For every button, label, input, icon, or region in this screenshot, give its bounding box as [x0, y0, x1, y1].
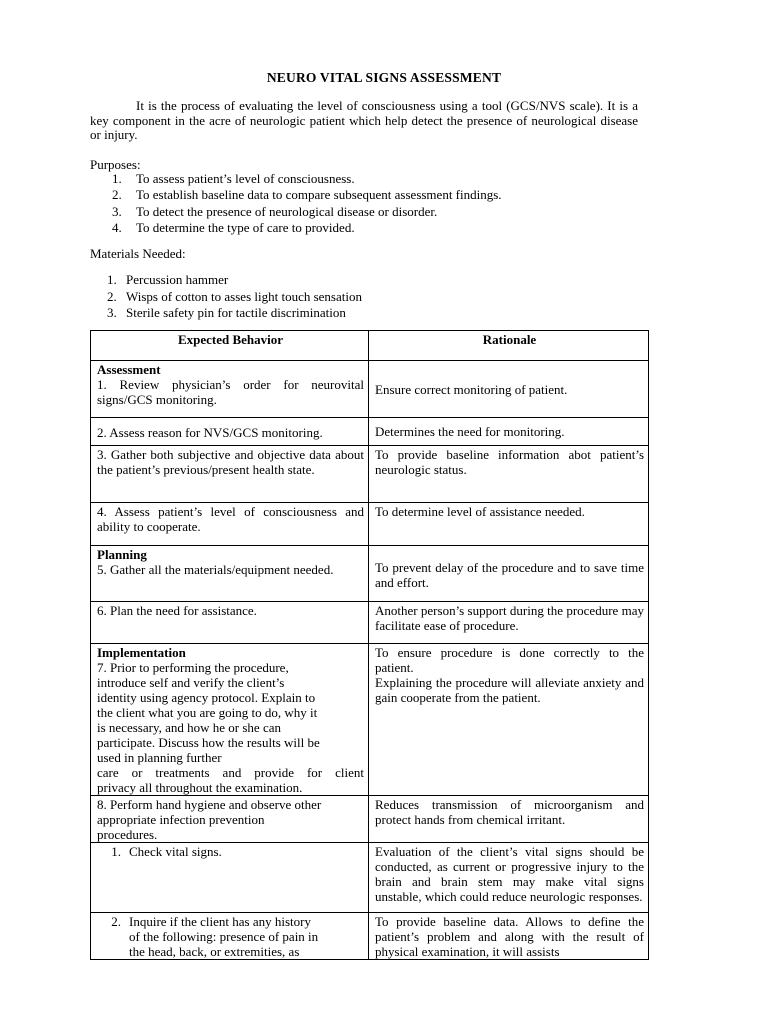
table-header-row	[91, 331, 649, 361]
list-item: 4. To determine the type of care to provided.	[112, 219, 355, 235]
behavior-cell: 1. Check vital signs.	[91, 843, 369, 913]
table-row	[91, 913, 649, 960]
behavior-cell: Assessment 1. Review physician’s order for neurovital signs/GCS monitoring.	[91, 361, 369, 418]
purposes-list	[112, 171, 502, 236]
behavior-cell: 2. Assess reason for NVS/GCS monitoring.	[91, 418, 369, 446]
table-row	[91, 796, 649, 843]
table-row	[91, 602, 649, 644]
section-heading: Assessment	[97, 362, 161, 377]
table-row	[91, 503, 649, 546]
behavior-cell: 2. Inquire if the client has any history of the following: presence of pain in the head, back, or extremities, as	[91, 913, 369, 960]
procedure-table	[90, 330, 649, 960]
list-item: 2. To establish baseline data to compare subsequent assessment findings.	[112, 187, 502, 203]
table-row	[91, 418, 649, 446]
rationale-cell: To provide baseline information abot patient’s neurologic status.	[369, 446, 649, 503]
behavior-cell: 8. Perform hand hygiene and observe other appropriate infection prevention procedures.	[91, 796, 369, 843]
materials-list	[107, 272, 362, 322]
behavior-cell: Planning 5. Gather all the materials/equipment needed.	[91, 546, 369, 602]
table-row	[91, 644, 649, 796]
materials-label: Materials Needed:	[90, 246, 186, 261]
list-item: 3. Sterile safety pin for tactile discrimination	[107, 305, 346, 320]
rationale-cell: Determines the need for monitoring.	[369, 418, 649, 446]
rationale-cell: Reduces transmission of microorganism and protect hands from chemical irritant.	[369, 796, 649, 843]
behavior-cell: 6. Plan the need for assistance.	[91, 602, 369, 644]
intro-text: It is the process of evaluating the level of consciousness using a tool (GCS/NVS scale). It is a key component in the acre of neurologic patient which help detect the presence of neurological disease or injury.	[90, 98, 638, 142]
rationale-cell: To provide baseline data. Allows to define the patient’s problem and along with the result of physical examination, it will assists	[369, 913, 649, 960]
behavior-cell: 4. Assess patient’s level of consciousness and ability to cooperate.	[91, 503, 369, 546]
list-item: 1. To assess patient’s level of consciousness.	[112, 171, 355, 186]
list-item: 3. To detect the presence of neurological disease or disorder.	[112, 203, 438, 219]
list-item: 1. Percussion hammer	[107, 272, 229, 287]
table-row	[91, 843, 649, 913]
table-row	[91, 446, 649, 503]
behavior-cell: 3. Gather both subjective and objective data about the patient’s previous/present health state.	[91, 446, 369, 503]
document-title: NEURO VITAL SIGNS ASSESSMENT	[266, 70, 502, 85]
section-heading: Implementation	[97, 645, 186, 660]
purposes-label: Purposes:	[90, 157, 141, 172]
column-header-expected-behavior: Expected Behavior	[91, 331, 369, 361]
table-row	[91, 546, 649, 602]
rationale-cell: Ensure correct monitoring of patient.	[369, 361, 649, 418]
behavior-cell: Implementation 7. Prior to performing the procedure, introduce self and verify the client’s identity using agency protocol. Explain to the client what you are going to do, why it is necessary, and how he or she can participate. Discuss how the results will be used in planning further care or treatments and provide for client privacy all throughout the examination.	[91, 644, 369, 796]
column-header-rationale: Rationale	[369, 331, 649, 361]
rationale-cell: Another person’s support during the procedure may facilitate ease of procedure.	[369, 602, 649, 644]
rationale-cell: To determine level of assistance needed.	[369, 503, 649, 546]
section-heading: Planning	[97, 547, 147, 562]
rationale-cell: Evaluation of the client’s vital signs should be conducted, as current or progressive injury to the brain and brain stem may make vital signs unstable, which could reduce neurologic responses.	[369, 843, 649, 913]
table-row	[91, 361, 649, 418]
rationale-cell: To prevent delay of the procedure and to save time and effort.	[369, 546, 649, 602]
intro-paragraph	[90, 99, 638, 143]
rationale-cell: To ensure procedure is done correctly to the patient. Explaining the procedure will alleviate anxiety and gain cooperate from the patient.	[369, 644, 649, 796]
list-item: 2. Wisps of cotton to asses light touch sensation	[107, 288, 362, 304]
